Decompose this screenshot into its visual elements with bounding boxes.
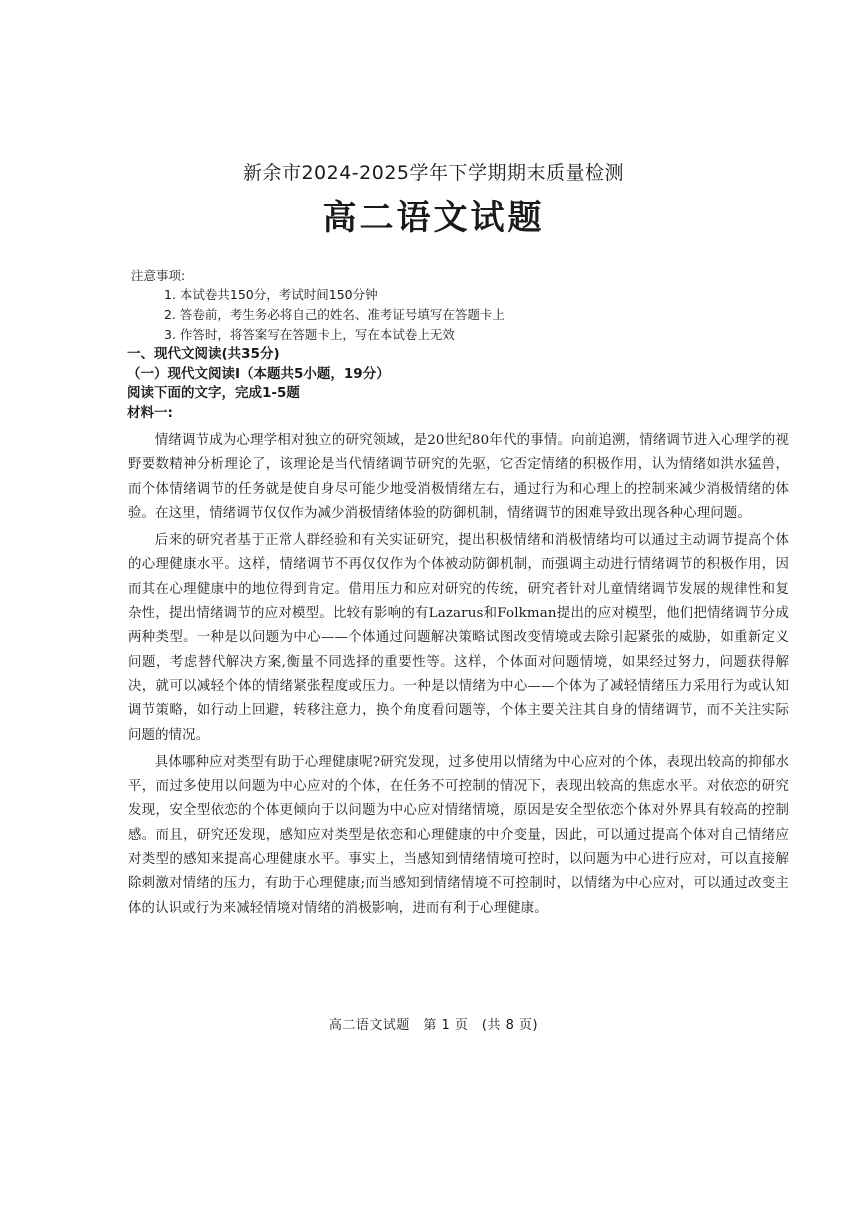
part-one-heading: 一、现代文阅读(共35分): [127, 346, 280, 362]
notice-block: [131, 266, 751, 345]
paragraph: 具体哪种应对类型有助于心理健康呢?研究发现，过多使用以情绪为中心应对的个体，表现出较高的抑郁水平，而过多使用以问题为中心应对的个体，在任务不可控制的情况下，表现出较高的焦虑水平。对依恋的研究发现，安全型依恋的个体更倾向于以问题为中心应对情绪情境，原因是安全型依恋个体对外界具有较高的控制感。而且，研究还发现，感知应对类型是依恋和心理健康的中介变量，因此，可以通过提高个体对自己情绪应对类型的感知来提高心理健康水平。事实上，当感知到情绪情境可控时，以问题为中心进行应对，可以直接解除刺激对情绪的压力，有助于心理健康;而当感知到情绪情境不可控制时，以情绪为中心应对，可以通过改变主体的认识或行为来减轻情境对情绪的消极影响，进而有利于心理健康。: [128, 754, 789, 916]
page-footer: 高二语文试题 第 1 页 (共 8 页): [328, 1018, 539, 1033]
exam-subtitle: 新余市2024-2025学年下学期期末质量检测: [242, 162, 625, 184]
paragraph: 情绪调节成为心理学相对独立的研究领域，是20世纪80年代的事情。向前追溯，情绪调节进入心理学的视野要数精神分析理论了，该理论是当代情绪调节研究的先驱，它否定情绪的积极作用，认为情绪如洪水猛兽，而个体情绪调节的任务就是使自身尽可能少地受消极情绪左右，通过行为和心理上的控制来减少消极情绪的体验。在这里，情绪调节仅仅作为减少消极情绪体验的防御机制，情绪调节的困难导致出现各种心理问题。: [128, 433, 789, 521]
notice-label: 注意事项:: [131, 268, 186, 283]
notice-item: 3. 作答时，将答案写在答题卡上，写在本试卷上无效: [164, 327, 455, 342]
exam-title: 高二语文试题: [322, 198, 545, 238]
notice-item: 2. 答卷前，考生务必将自己的姓名、准考证号填写在答题卡上: [164, 307, 505, 322]
sub-section-heading: （一）现代文阅读Ⅰ（本题共5小题，19分）: [127, 365, 390, 382]
notice-item: 1. 本试卷共150分，考试时间150分钟: [164, 287, 378, 302]
notice-list: [131, 285, 751, 345]
material-label: 材料一:: [127, 404, 173, 421]
section-headings: [127, 345, 767, 423]
paragraph: 后来的研究者基于正常人群经验和有关实证研究，提出积极情绪和消极情绪均可以通过主动调节提高个体的心理健康水平。这样，情绪调节不再仅仅作为个体被动防御机制，而强调主动进行情绪调节的积极作用，因而其在心理健康中的地位得到肯定。借用压力和应对研究的传统，研究者针对儿童情绪调节发展的规律性和复杂性，提出情绪调节的应对模型。比较有影响的有Lazarus和Folkman提出的应对模型，他们把情绪调节分成两种类型。一种是以问题为中心——个体通过问题解决策略试图改变情境或去除引起紧张的威胁，如重新定义问题，考虑替代解决方案,衡量不同选择的重要性等。这样，个体面对问题情境，如果经过努力，问题获得解决，就可以减轻个体的情绪紧张程度或压力。一种是以情绪为中心——个体为了减轻情绪压力采用行为或认知调节策略，如行动上回避，转移注意力，换个角度看问题等，个体主要关注其自身的情绪调节，而不关注实际问题的情况。: [128, 533, 789, 743]
reading-material: [128, 429, 789, 924]
reading-instruction: 阅读下面的文字，完成1-5题: [127, 385, 300, 401]
